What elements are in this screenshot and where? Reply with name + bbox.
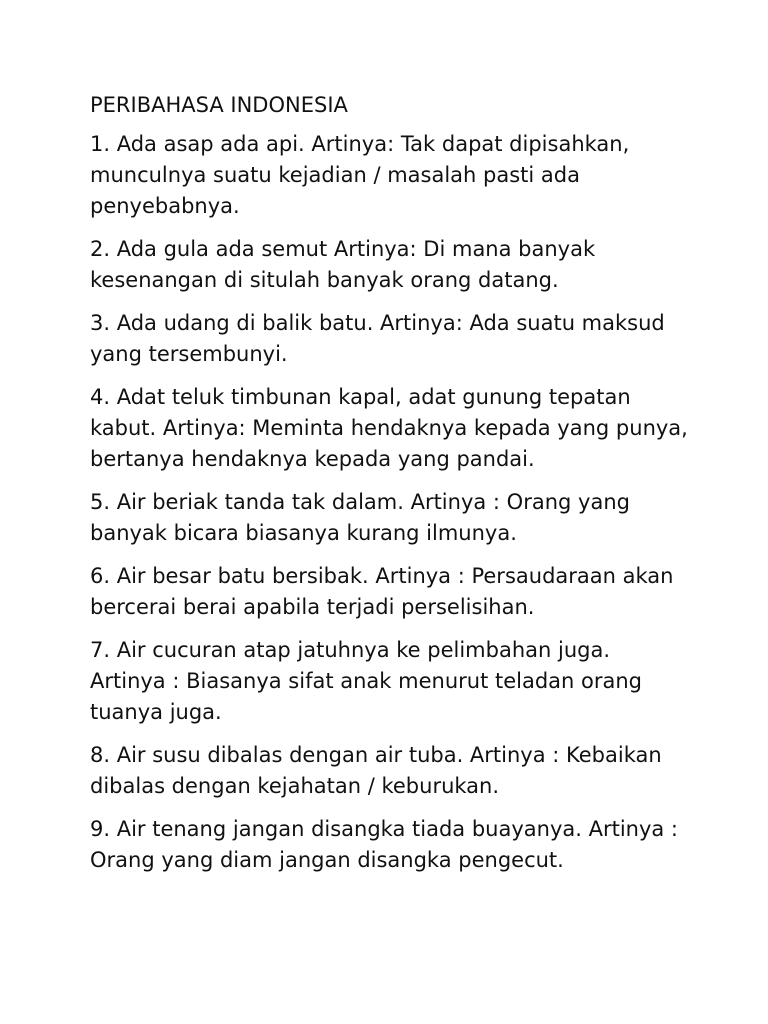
proverb-item: 3. Ada udang di balik batu. Artinya: Ada suatu maksud yang tersembunyi. [90,311,665,366]
document-title: PERIBAHASA INDONESIA [90,93,348,117]
proverb-item: 5. Air beriak tanda tak dalam. Artinya : Orang yang banyak bicara biasanya kurang ilmunya. [90,490,630,545]
proverb-item: 7. Air cucuran atap jatuhnya ke pelimbahan juga. Artinya : Biasanya sifat anak menurut teladan orang tuanya juga. [90,638,643,724]
proverb-item: 9. Air tenang jangan disangka tiada buayanya. Artinya : Orang yang diam jangan disangka pengecut. [90,817,679,872]
proverb-item: 6. Air besar batu bersibak. Artinya : Persaudaraan akan bercerai berai apabila terjadi perselisihan. [90,564,674,619]
proverb-item: 8. Air susu dibalas dengan air tuba. Artinya : Kebaikan dibalas dengan kejahatan / keburukan. [90,743,662,798]
proverb-item: 2. Ada gula ada semut Artinya: Di mana banyak kesenangan di situlah banyak orang datang. [90,237,596,292]
proverb-list [90,129,728,876]
proverb-item: 4. Adat teluk timbunan kapal, adat gunung tepatan kabut. Artinya: Meminta hendaknya kepada yang punya, bertanya hendaknya kepada yang pandai. [90,385,688,471]
proverb-item: 1. Ada asap ada api. Artinya: Tak dapat dipisahkan, munculnya suatu kejadian / masalah pasti ada penyebabnya. [90,132,630,218]
